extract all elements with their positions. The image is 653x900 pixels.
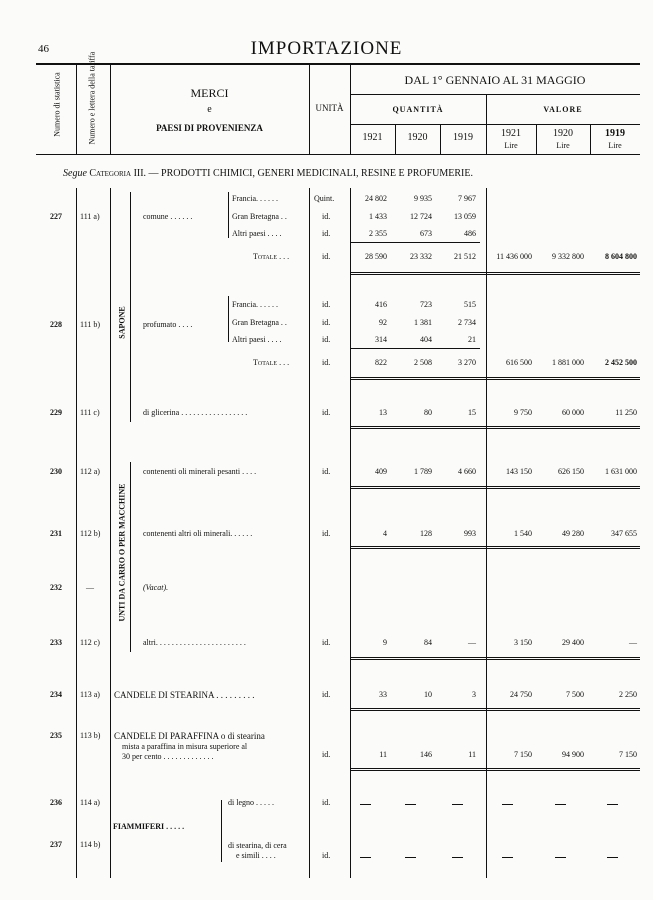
quantity-1921: 2 355 [369, 229, 387, 238]
total-value-1921: 616 500 [506, 358, 532, 367]
quantity-1920: 1 789 [414, 467, 432, 476]
value-1920: 94 900 [562, 750, 584, 759]
header-top-rule [36, 63, 640, 65]
country-name: Gran Bretagna . . [232, 318, 287, 327]
total-value-1919: 8 604 800 [605, 252, 637, 261]
unit: id. [322, 529, 331, 538]
category-heading [63, 168, 473, 179]
quantity-1920: 404 [420, 335, 432, 344]
year-quantita-1920: 1920 [407, 132, 428, 143]
tariff-code: 114 a) [80, 798, 100, 807]
brace-227 [228, 192, 229, 238]
empty-dash [452, 804, 463, 805]
col-numero-tariffa: Numero e lettera della tariffa [87, 51, 97, 145]
empty-dash [502, 804, 513, 805]
header-rule [350, 94, 640, 95]
total-label: Totale . . . [253, 252, 290, 261]
total-double-rule [350, 768, 640, 771]
unit: id. [322, 750, 331, 759]
tariff-code: 112 a) [80, 467, 100, 476]
quantity-1921: 9 [383, 638, 387, 647]
total-value-1920: 1 881 000 [552, 358, 584, 367]
column-line [110, 188, 111, 878]
empty-dash [452, 857, 463, 858]
quantity-1921: 92 [379, 318, 387, 327]
item-description-line: 30 per cento . . . . . . . . . . . . . [122, 752, 214, 761]
vacat-label: (Vacat). [143, 583, 169, 592]
value-1919: 1 631 000 [605, 467, 637, 476]
header-divider [76, 63, 77, 154]
year-quantita-1919: 1919 [453, 132, 473, 143]
quantity-1921: 13 [379, 408, 387, 417]
quantity-1919: 21 [468, 335, 476, 344]
year-quantita-1921: 1921 [362, 132, 383, 143]
country-name: Francia. . . . . . [232, 300, 278, 309]
country-name: Gran Bretagna . . [232, 212, 287, 221]
subtotal-rule [350, 242, 480, 243]
lire-label: Lire [556, 141, 570, 150]
unita-label: UNITÀ [315, 103, 344, 113]
item-description: altri. . . . . . . . . . . . . . . . . . . . . . . [143, 638, 246, 647]
empty-dash [607, 804, 618, 805]
quantity-1920: 673 [420, 229, 432, 238]
total-double-rule [350, 377, 640, 380]
item-description: di legno . . . . . [228, 798, 274, 807]
segue-label: Segue [63, 168, 87, 179]
quantity-1921: 4 [383, 529, 387, 538]
row-number: 227 [50, 212, 62, 221]
brace-fiammiferi [221, 800, 222, 862]
lire-label: Lire [504, 141, 518, 150]
unit: id. [322, 335, 331, 344]
quantity-1921: 416 [375, 300, 387, 309]
quantity-1919: 15 [468, 408, 476, 417]
tariff-code: 111 b) [80, 320, 101, 329]
unit: id. [322, 318, 331, 327]
total-label: Totale . . . [253, 358, 290, 367]
empty-dash [607, 857, 618, 858]
country-name: Altri paesi . . . . [232, 229, 282, 238]
group-label-sapone: SAPONE [117, 306, 127, 339]
valore-label: VALORE [543, 105, 583, 114]
total-double-rule [350, 708, 640, 711]
quantity-1920: 10 [424, 690, 432, 699]
quantity-1920: 84 [424, 638, 432, 647]
item-description: di stearina, di cera [228, 841, 287, 850]
unit: id. [322, 300, 331, 309]
item-description-line: mista a paraffina in misura superiore al [122, 742, 248, 751]
quantity-1921: 11 [379, 750, 387, 759]
item-description: profumato . . . . [143, 320, 193, 329]
quantity-1919: 993 [464, 529, 476, 538]
unit: id. [322, 408, 331, 417]
item-description: contenenti oli minerali pesanti . . . . [143, 467, 257, 476]
page-title: IMPORTAZIONE [250, 38, 403, 59]
quantity-1919: 11 [468, 750, 476, 759]
quantity-1919: 4 660 [458, 467, 476, 476]
merci-e-label: e [207, 104, 212, 115]
tariff-code: 113 b) [80, 731, 101, 740]
tariff-code: 112 c) [80, 638, 100, 647]
quantity-1919: 2 734 [458, 318, 476, 327]
country-name: Francia. . . . . . [232, 194, 278, 203]
subtotal-rule [350, 348, 480, 349]
total-double-rule [350, 486, 640, 489]
value-1920: 49 280 [562, 529, 584, 538]
quantity-1921: 24 802 [365, 194, 387, 203]
group-label-unti: UNTI DA CARRO O PER MACCHINE [117, 483, 127, 622]
empty-dash [405, 857, 416, 858]
empty-dash [555, 804, 566, 805]
merci-label: MERCI [190, 86, 229, 100]
empty-dash [555, 857, 566, 858]
unit: id. [322, 851, 331, 860]
tariff-code: 111 a) [80, 212, 100, 221]
total-quantity-1920: 2 508 [414, 358, 432, 367]
empty-dash [405, 804, 416, 805]
total-quantity-1919: 21 512 [454, 252, 476, 261]
quantity-1921: 1 433 [369, 212, 387, 221]
row-number: 229 [50, 408, 62, 417]
quantity-1920: 723 [420, 300, 432, 309]
quantity-1919: 515 [464, 300, 476, 309]
unit: Quint. [314, 194, 335, 203]
empty-dash [360, 804, 371, 805]
column-line [76, 188, 77, 878]
value-1919: 2 250 [619, 690, 637, 699]
quantity-1919: 486 [464, 229, 476, 238]
empty-dash [502, 857, 513, 858]
period-label: DAL 1° GENNAIO AL 31 MAGGIO [404, 73, 586, 87]
tariff-code: 113 a) [80, 690, 100, 699]
quantity-1919: 7 967 [458, 194, 476, 203]
total-double-rule [350, 426, 640, 429]
item-description: CANDELE DI STEARINA . . . . . . . . . [114, 690, 255, 700]
total-double-rule [350, 546, 640, 549]
value-1921: 9 750 [514, 408, 532, 417]
quantity-1920: 1 381 [414, 318, 432, 327]
total-double-rule [350, 272, 640, 275]
value-1921: 7 150 [514, 750, 532, 759]
unti-brace [130, 462, 131, 652]
year-valore-1921: 1921 [501, 128, 521, 139]
tariff-code: 112 b) [80, 529, 101, 538]
quantity-1921: 409 [375, 467, 387, 476]
header-rule [350, 124, 640, 125]
quantity-1920: 128 [420, 529, 432, 538]
sapone-brace [130, 192, 131, 422]
row-number: 231 [50, 529, 62, 538]
year-valore-1920: 1920 [553, 128, 573, 139]
item-description: CANDELE DI PARAFFINA o di stearina [114, 731, 265, 741]
unit: id. [322, 638, 331, 647]
value-1920: 60 000 [562, 408, 584, 417]
page-number: 46 [38, 43, 49, 55]
total-quantity-1919: 3 270 [458, 358, 476, 367]
column-line [309, 188, 310, 878]
quantity-1920: 12 724 [410, 212, 432, 221]
col-numero-statistica: Numero di statistica [52, 72, 62, 137]
total-quantity-1921: 28 590 [365, 252, 387, 261]
value-1920: 7 500 [566, 690, 584, 699]
value-1921: 1 540 [514, 529, 532, 538]
total-double-rule [350, 657, 640, 660]
row-number: 228 [50, 320, 62, 329]
header-bottom-rule [36, 154, 640, 155]
brace-228 [228, 296, 229, 342]
value-1919: 11 250 [615, 408, 637, 417]
item-description: di glicerina . . . . . . . . . . . . . . . . . [143, 408, 248, 417]
row-number: 237 [50, 840, 62, 849]
row-number: 235 [50, 731, 62, 740]
tariff-code: 111 c) [80, 408, 100, 417]
total-quantity-1920: 23 332 [410, 252, 432, 261]
row-number: 230 [50, 467, 62, 476]
value-1919: — [629, 638, 637, 647]
quantity-1921: 314 [375, 335, 387, 344]
row-number: 232 [50, 583, 62, 592]
quantity-1920: 146 [420, 750, 432, 759]
item-description: contenenti altri oli minerali. . . . . . [143, 529, 253, 538]
quantity-1920: 9 935 [414, 194, 432, 203]
value-1921: 3 150 [514, 638, 532, 647]
categoria-label: Categoria [89, 168, 132, 179]
item-description: comune . . . . . . [143, 212, 193, 221]
quantita-label: QUANTITÀ [392, 105, 444, 114]
total-value-1920: 9 332 800 [552, 252, 584, 261]
row-number: 236 [50, 798, 62, 807]
value-1919: 347 655 [611, 529, 637, 538]
tariff-code: — [86, 583, 94, 592]
empty-dash [360, 857, 371, 858]
quantity-1919: 13 059 [454, 212, 476, 221]
unit: id. [322, 252, 331, 261]
category-title: III. — PRODOTTI CHIMICI, GENERI MEDICINALI, RESINE E PROFUMERIE. [133, 168, 473, 179]
year-valore-1919: 1919 [605, 128, 625, 139]
total-value-1921: 11 436 000 [496, 252, 532, 261]
fiammiferi-label: FIAMMIFERI . . . . . [113, 822, 185, 831]
total-value-1919: 2 452 500 [605, 358, 637, 367]
unit: id. [322, 358, 331, 367]
paesi-label: PAESI DI PROVENIENZA [156, 123, 263, 133]
total-quantity-1921: 822 [375, 358, 387, 367]
lire-label: Lire [608, 141, 622, 150]
unit: id. [322, 212, 331, 221]
value-1921: 143 150 [506, 467, 532, 476]
value-1919: 7 150 [619, 750, 637, 759]
item-description-line: e simili . . . . [236, 851, 276, 860]
country-name: Altri paesi . . . . [232, 335, 282, 344]
unit: id. [322, 229, 331, 238]
quantity-1919: — [468, 638, 476, 647]
unit: id. [322, 467, 331, 476]
unit: id. [322, 690, 331, 699]
unit: id. [322, 798, 331, 807]
row-number: 233 [50, 638, 62, 647]
tariff-code: 114 b) [80, 840, 101, 849]
value-1920: 29 400 [562, 638, 584, 647]
quantity-1920: 80 [424, 408, 432, 417]
quantity-1919: 3 [472, 690, 476, 699]
row-number: 234 [50, 690, 62, 699]
value-1920: 626 150 [558, 467, 584, 476]
value-1921: 24 750 [510, 690, 532, 699]
quantity-1921: 33 [379, 690, 387, 699]
